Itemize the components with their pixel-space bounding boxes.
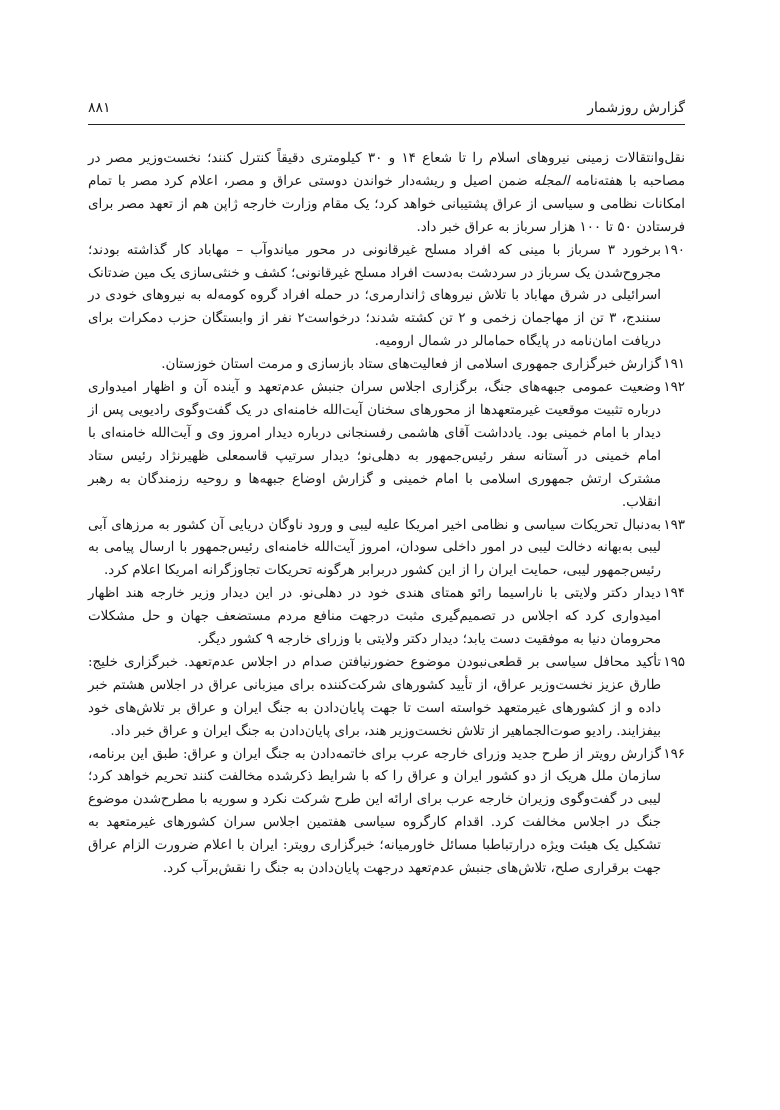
entry-text: به‌دنبال تحریکات سیاسی و نظامی اخیر امریکا علیه لیبی و ورود ناوگان دریایی آن کشور به مرزهای آبی لیبی به‌بهانه دخالت لیبی در امور داخلی سودان، امروز آیت‌الله خامنه‌ای رئیس‌جمهور با ارسال پیامی به رئیس‌جمهور لیبی، حمایت ایران را از این کشور دربرابر هرگونه تحریکات تجاوزگرانه امریکا اعلام کرد.	[88, 517, 661, 579]
continued-paragraph	[88, 148, 685, 240]
entry-text: وضعیت عمومی جبهه‌های جنگ، برگزاری اجلاس سران جنبش عدم‌تعهد و آینده آن و اظهار امیدواری درباره تثبیت موقعیت غیرمتعهدها از محورهای سخنان آیت‌الله خامنه‌ای در یک گفت‌وگوی رادیویی پس از دیدار با امام خمینی بود. یادداشت آقای هاشمی رفسنجانی درباره دیدار امروز وی و آیت‌الله خامنه‌ای با امام خمینی در آستانه سفر رئیس‌جمهور به دهلی‌نو؛ دیدار سرتیپ قاسمعلی ظهیرنژاد رئیس ستاد مشترک ارتش جمهوری اسلامی با امام خمینی و گزارش اوضاع جبهه‌ها و روحیه رزمندگان به رهبر انقلاب.	[88, 380, 661, 510]
header-rule	[88, 124, 685, 125]
entry-text: دیدار دکتر ولایتی با ناراسیما رائو همتای هندی خود در دهلی‌نو. در این دیدار وزیر خارجه هند اظهار امیدواری کرد که اجلاس در تصمیم‌گیری مثبت درجهت منافع مردم مستضعف جهان و حل مشکلات محرومان دنیا به موفقیت دست یابد؛ دیدار دکتر ولایتی با وزرای خارجه ۹ کشور دیگر.	[88, 586, 661, 648]
entry-number: ۱۹۳	[663, 517, 685, 533]
magazine-name: المجله	[533, 173, 570, 189]
entry-number: ۱۹۶	[663, 746, 685, 762]
chronology-entry	[88, 583, 685, 652]
running-head	[88, 96, 685, 120]
chronology-entry	[88, 377, 685, 514]
chronology-entry	[88, 240, 685, 355]
chronology-body	[88, 148, 685, 881]
entry-number: ۱۹۰	[663, 242, 685, 258]
chronology-entry	[88, 652, 685, 744]
entry-number: ۱۹۵	[663, 654, 685, 670]
entry-text: گزارش خبرگزاری جمهوری اسلامی از فعالیت‌های ستاد بازسازی و مرمت استان خوزستان.	[161, 357, 661, 373]
section-title: گزارش روزشمار	[587, 100, 685, 116]
chronology-entry	[88, 354, 685, 377]
entry-text: تأکید محافل سیاسی بر قطعی‌نبودن موضوع حضورنیافتن صدام در اجلاس عدم‌تعهد. خبرگزاری خلیج: طارق عزیز نخست‌وزیر عراق، از تأیید کشورهای شرکت‌کننده برای میزبانی عراق در اجلاس هشتم خبر داده و از کشورهای غیرمتعهد خواسته است تا جهت پایان‌دادن به جنگ ایران و عراق بر تلاش‌های خود بیفزایند. رادیو صوت‌الجماهیر از تلاش نخست‌وزیر هند، برای پایان‌دادن به جنگ ایران و عراق خبر داد.	[88, 654, 661, 739]
entry-number: ۱۹۲	[663, 380, 685, 396]
intro-text-part1: نقل‌وانتقالات زمینی نیروهای اسلام را تا شعاع ۱۴ و ۳۰ کیلومتری دقیقاً کنترل کنند؛ نخست‌وزیر مصر در مصاحبه با هفته‌نامه	[88, 151, 686, 189]
page-number: ۸۸۱	[88, 100, 111, 116]
chronology-entry	[88, 515, 685, 584]
entry-text: برخورد ۳ سرباز با مینی که افراد مسلح غیرقانونی در محور میاندوآب – مهاباد کار گذاشته بودند؛ مجروح‌شدن یک سرباز در سردشت به‌دست افراد مسلح غیرقانونی؛ کشف و خنثی‌سازی یک مین ضدتانک اسرائیلی در شرق مهاباد با تلاش نیروهای ژاندارمری؛ در حمله افراد گروه کومه‌له به نیروهای خودی در سنندج، ۳ تن از مهاجمان زخمی و ۲ تن کشته شدند؛ درخواست۲ نفر از وابستگان حزب دمکرات برای دریافت امان‌نامه در پایگاه حمامالر در شمال ارومیه.	[88, 242, 661, 350]
chronology-entry	[88, 744, 685, 881]
entry-number: ۱۹۱	[663, 357, 685, 373]
entry-text: گزارش رویتر از طرح جدید وزرای خارجه عرب برای خاتمه‌دادن به جنگ ایران و عراق: طبق این برنامه، سازمان ملل هریک از دو کشور ایران و عراق را که با شرایط ذکرشده مخالفت کنند تحریم خواهد کرد؛ لیبی در گفت‌وگوی وزیران خارجه عرب برای ارائه این طرح شرکت نکرد و سوریه با مطرح‌شدن موضوع جنگ در اجلاس مخالفت کرد. اقدام کارگروه سیاسی هفتمین اجلاس سران کشورهای غیرمتعهد به تشکیل یک هیئت ویژه درارتباطبا مسائل خاورمیانه؛ خبرگزاری رویتر: ایران با اعلام ضرورت الزام عراق جهت برقراری صلح، تلاش‌های جنبش عدم‌تعهد درجهت پایان‌دادن به جنگ را نقش‌برآب کرد.	[88, 746, 661, 877]
intro-text-part2: ضمن اصیل و ریشه‌دار خواندن دوستی عراق و مصر، اعلام کرد مصر با تمام امکانات نظامی و سیاسی از عراق پشتیبانی خواهد کرد؛ یک مقام وزارت خارجه ژاپن هم از تعهد مصر برای فرستادن ۵۰ تا ۱۰۰ هزار سرباز به عراق خبر داد.	[88, 173, 685, 235]
entry-number: ۱۹۴	[663, 586, 685, 602]
